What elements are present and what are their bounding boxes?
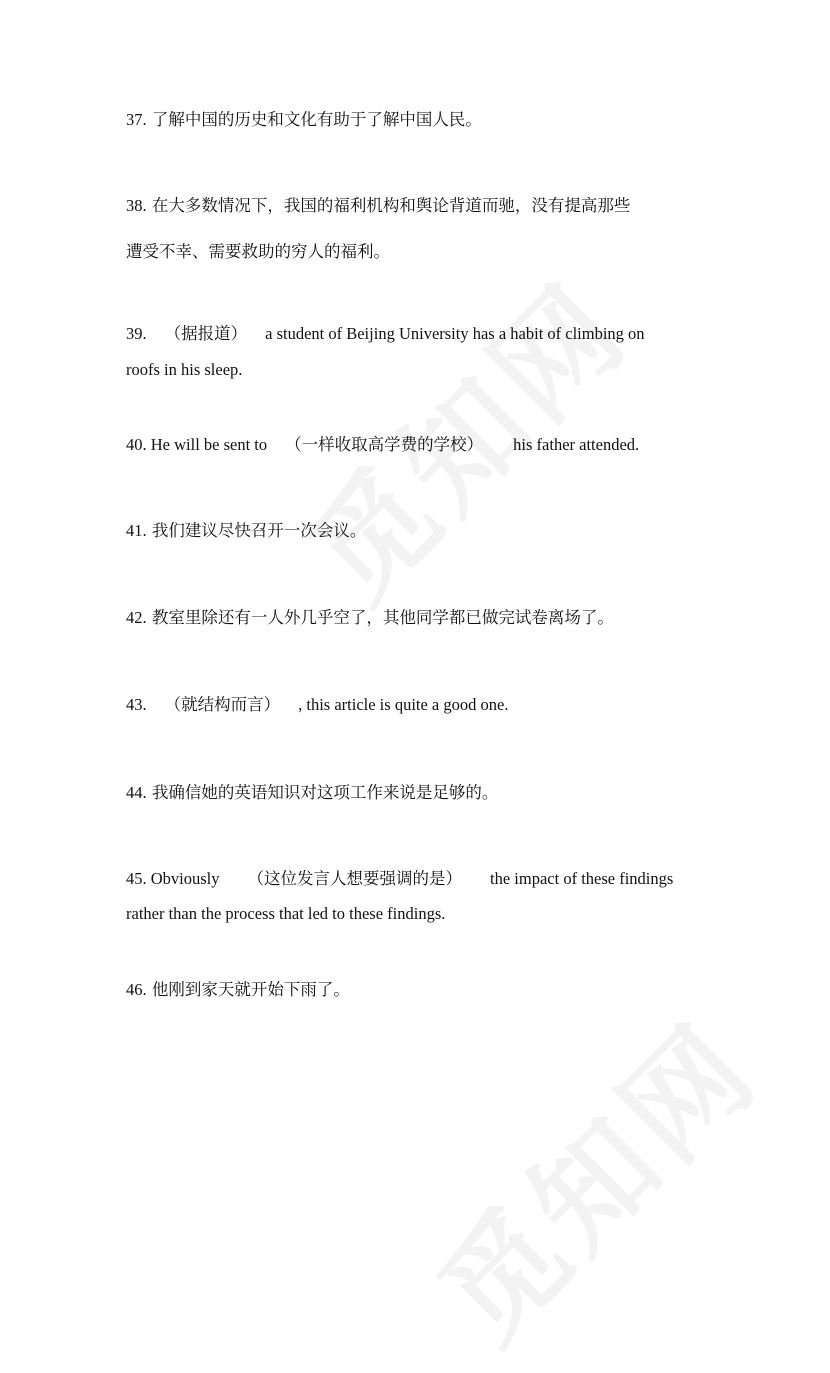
question-number: 41. [126,521,147,540]
question-40 [126,434,639,456]
question-46 [126,979,350,1001]
question-38 [126,195,630,217]
question-39 [126,323,645,345]
chinese-prompt: （一样收取高学费的学校） [285,435,484,454]
question-number: 43. [126,695,147,714]
english-text-continued: rather than the process that led to these findings. [126,904,446,923]
question-text: 我们建议尽快召开一次会议。 [151,521,367,540]
question-45-continuation [126,903,445,925]
question-number: 37. [126,110,147,129]
question-text: 我确信她的英语知识对这项工作来说是足够的。 [151,783,499,802]
chinese-prompt: （这位发言人想要强调的是） [247,869,463,888]
english-text: a student of Beijing University has a habit of climbing on [265,324,645,343]
question-text: 教室里除还有一人外几乎空了，其他同学都已做完试卷离场了。 [151,608,614,627]
chinese-prompt: （就结构而言） [164,695,281,714]
question-45 [126,868,673,890]
question-37 [126,109,482,131]
english-text-after: his father attended. [513,435,640,454]
question-number: 44. [126,783,147,802]
english-text: , this article is quite a good one. [298,695,509,714]
question-text: 在大多数情况下，我国的福利机构和舆论背道而驰，没有提高那些 [151,196,631,215]
question-41 [126,520,366,542]
question-44 [126,782,498,804]
question-38-continuation [126,241,390,263]
question-number: 42. [126,608,147,627]
question-42 [126,607,614,629]
question-text: 他刚到家天就开始下雨了。 [151,980,350,999]
question-39-continuation [126,359,242,381]
question-number: 39. [126,324,147,343]
chinese-prompt: （据报道） [164,324,248,343]
english-text: 45. Obviously [126,869,220,888]
english-text: 40. He will be sent to [126,435,268,454]
english-text-after: the impact of these findings [490,869,674,888]
question-text: 了解中国的历史和文化有助于了解中国人民。 [151,110,482,129]
question-text-continued: 遭受不幸、需要救助的穷人的福利。 [126,242,390,261]
english-text-continued: roofs in his sleep. [126,360,243,379]
question-43 [126,694,508,716]
question-number: 38. [126,196,147,215]
watermark [395,979,788,1372]
question-number: 46. [126,980,147,999]
